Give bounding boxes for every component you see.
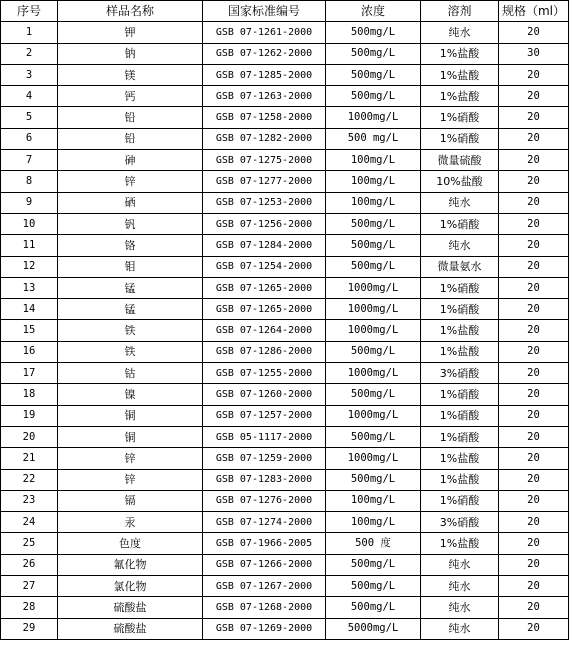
cell-standard-no: GSB 07-1265-2000 bbox=[203, 299, 326, 320]
cell-concentration: 500mg/L bbox=[326, 576, 421, 597]
cell-serial-no: 9 bbox=[1, 192, 58, 213]
cell-serial-no: 11 bbox=[1, 235, 58, 256]
cell-spec: 20 bbox=[499, 597, 569, 618]
cell-solvent: 3%硝酸 bbox=[421, 512, 499, 533]
table-row bbox=[1, 448, 569, 469]
cell-solvent: 3%硝酸 bbox=[421, 363, 499, 384]
cell-solvent: 微量氨水 bbox=[421, 256, 499, 277]
table-row bbox=[1, 277, 569, 298]
cell-standard-no: GSB 07-1268-2000 bbox=[203, 597, 326, 618]
cell-standard-no: GSB 07-1285-2000 bbox=[203, 64, 326, 85]
cell-spec: 20 bbox=[499, 405, 569, 426]
cell-standard-no: GSB 07-1261-2000 bbox=[203, 22, 326, 43]
cell-serial-no: 20 bbox=[1, 426, 58, 447]
cell-standard-no: GSB 07-1264-2000 bbox=[203, 320, 326, 341]
cell-solvent: 1%硝酸 bbox=[421, 213, 499, 234]
cell-sample-name: 氯化物 bbox=[58, 576, 203, 597]
cell-concentration: 100mg/L bbox=[326, 150, 421, 171]
table-row bbox=[1, 512, 569, 533]
cell-sample-name: 砷 bbox=[58, 150, 203, 171]
cell-serial-no: 25 bbox=[1, 533, 58, 554]
cell-solvent: 1%盐酸 bbox=[421, 533, 499, 554]
cell-spec: 20 bbox=[499, 192, 569, 213]
table-row bbox=[1, 256, 569, 277]
cell-standard-no: GSB 07-1260-2000 bbox=[203, 384, 326, 405]
cell-spec: 20 bbox=[499, 363, 569, 384]
cell-serial-no: 17 bbox=[1, 363, 58, 384]
cell-concentration: 5000mg/L bbox=[326, 618, 421, 639]
table-row bbox=[1, 533, 569, 554]
header-national-standard-no: 国家标准编号 bbox=[203, 1, 326, 22]
cell-spec: 20 bbox=[499, 107, 569, 128]
cell-standard-no: GSB 07-1258-2000 bbox=[203, 107, 326, 128]
table-row bbox=[1, 192, 569, 213]
cell-solvent: 1%盐酸 bbox=[421, 469, 499, 490]
cell-spec: 20 bbox=[499, 128, 569, 149]
cell-concentration: 1000mg/L bbox=[326, 107, 421, 128]
table-row bbox=[1, 320, 569, 341]
cell-standard-no: GSB 07-1266-2000 bbox=[203, 554, 326, 575]
cell-serial-no: 27 bbox=[1, 576, 58, 597]
cell-serial-no: 15 bbox=[1, 320, 58, 341]
cell-sample-name: 铜 bbox=[58, 405, 203, 426]
header-serial-no: 序号 bbox=[1, 1, 58, 22]
cell-concentration: 1000mg/L bbox=[326, 277, 421, 298]
cell-standard-no: GSB 07-1274-2000 bbox=[203, 512, 326, 533]
cell-spec: 20 bbox=[499, 22, 569, 43]
cell-standard-no: GSB 07-1275-2000 bbox=[203, 150, 326, 171]
cell-standard-no: GSB 07-1259-2000 bbox=[203, 448, 326, 469]
cell-sample-name: 铅 bbox=[58, 128, 203, 149]
cell-solvent: 1%硝酸 bbox=[421, 299, 499, 320]
cell-spec: 20 bbox=[499, 277, 569, 298]
cell-solvent: 1%盐酸 bbox=[421, 86, 499, 107]
cell-solvent: 1%盐酸 bbox=[421, 341, 499, 362]
cell-concentration: 500mg/L bbox=[326, 426, 421, 447]
cell-concentration: 500mg/L bbox=[326, 256, 421, 277]
cell-concentration: 1000mg/L bbox=[326, 320, 421, 341]
cell-sample-name: 锰 bbox=[58, 299, 203, 320]
cell-concentration: 1000mg/L bbox=[326, 363, 421, 384]
table-row bbox=[1, 150, 569, 171]
cell-serial-no: 5 bbox=[1, 107, 58, 128]
cell-standard-no: GSB 07-1256-2000 bbox=[203, 213, 326, 234]
cell-concentration: 500mg/L bbox=[326, 213, 421, 234]
cell-spec: 20 bbox=[499, 448, 569, 469]
cell-serial-no: 7 bbox=[1, 150, 58, 171]
table-row bbox=[1, 64, 569, 85]
cell-sample-name: 铁 bbox=[58, 341, 203, 362]
cell-concentration: 500mg/L bbox=[326, 22, 421, 43]
cell-sample-name: 锰 bbox=[58, 277, 203, 298]
cell-sample-name: 锌 bbox=[58, 469, 203, 490]
cell-spec: 20 bbox=[499, 171, 569, 192]
table-row bbox=[1, 426, 569, 447]
cell-solvent: 微量硫酸 bbox=[421, 150, 499, 171]
cell-serial-no: 24 bbox=[1, 512, 58, 533]
cell-spec: 20 bbox=[499, 256, 569, 277]
cell-solvent: 1%盐酸 bbox=[421, 448, 499, 469]
table-row bbox=[1, 384, 569, 405]
cell-serial-no: 14 bbox=[1, 299, 58, 320]
cell-spec: 20 bbox=[499, 533, 569, 554]
cell-serial-no: 16 bbox=[1, 341, 58, 362]
header-concentration: 浓度 bbox=[326, 1, 421, 22]
cell-sample-name: 汞 bbox=[58, 512, 203, 533]
cell-solvent: 纯水 bbox=[421, 192, 499, 213]
header-solvent: 溶剂 bbox=[421, 1, 499, 22]
cell-solvent: 1%硝酸 bbox=[421, 107, 499, 128]
cell-concentration: 500mg/L bbox=[326, 235, 421, 256]
cell-solvent: 1%盐酸 bbox=[421, 320, 499, 341]
cell-sample-name: 锌 bbox=[58, 171, 203, 192]
cell-serial-no: 19 bbox=[1, 405, 58, 426]
cell-spec: 20 bbox=[499, 235, 569, 256]
cell-serial-no: 2 bbox=[1, 43, 58, 64]
cell-spec: 20 bbox=[499, 213, 569, 234]
cell-solvent: 纯水 bbox=[421, 618, 499, 639]
cell-concentration: 500mg/L bbox=[326, 64, 421, 85]
cell-serial-no: 13 bbox=[1, 277, 58, 298]
cell-sample-name: 钠 bbox=[58, 43, 203, 64]
cell-spec: 20 bbox=[499, 512, 569, 533]
cell-serial-no: 1 bbox=[1, 22, 58, 43]
cell-solvent: 10%盐酸 bbox=[421, 171, 499, 192]
cell-sample-name: 钾 bbox=[58, 22, 203, 43]
cell-spec: 20 bbox=[499, 554, 569, 575]
header-sample-name: 样品名称 bbox=[58, 1, 203, 22]
header-row bbox=[1, 1, 569, 22]
cell-spec: 20 bbox=[499, 86, 569, 107]
cell-serial-no: 6 bbox=[1, 128, 58, 149]
cell-solvent: 纯水 bbox=[421, 235, 499, 256]
cell-spec: 20 bbox=[499, 384, 569, 405]
cell-standard-no: GSB 07-1282-2000 bbox=[203, 128, 326, 149]
cell-standard-no: GSB 07-1267-2000 bbox=[203, 576, 326, 597]
table-row bbox=[1, 597, 569, 618]
cell-concentration: 500mg/L bbox=[326, 554, 421, 575]
cell-concentration: 500mg/L bbox=[326, 384, 421, 405]
table-row bbox=[1, 618, 569, 639]
cell-solvent: 纯水 bbox=[421, 554, 499, 575]
cell-concentration: 500mg/L bbox=[326, 86, 421, 107]
cell-solvent: 1%硝酸 bbox=[421, 128, 499, 149]
cell-sample-name: 色度 bbox=[58, 533, 203, 554]
cell-spec: 20 bbox=[499, 320, 569, 341]
cell-sample-name: 硫酸盐 bbox=[58, 597, 203, 618]
cell-sample-name: 氟化物 bbox=[58, 554, 203, 575]
cell-standard-no: GSB 07-1284-2000 bbox=[203, 235, 326, 256]
cell-serial-no: 28 bbox=[1, 597, 58, 618]
cell-spec: 20 bbox=[499, 150, 569, 171]
cell-standard-no: GSB 07-1966-2005 bbox=[203, 533, 326, 554]
cell-standard-no: GSB 07-1255-2000 bbox=[203, 363, 326, 384]
cell-spec: 20 bbox=[499, 426, 569, 447]
table-row bbox=[1, 405, 569, 426]
cell-concentration: 1000mg/L bbox=[326, 405, 421, 426]
table-row bbox=[1, 22, 569, 43]
cell-standard-no: GSB 07-1277-2000 bbox=[203, 171, 326, 192]
cell-sample-name: 镉 bbox=[58, 490, 203, 511]
cell-solvent: 1%硝酸 bbox=[421, 405, 499, 426]
cell-spec: 20 bbox=[499, 299, 569, 320]
cell-serial-no: 21 bbox=[1, 448, 58, 469]
cell-spec: 20 bbox=[499, 618, 569, 639]
table-row bbox=[1, 363, 569, 384]
table-row bbox=[1, 554, 569, 575]
cell-serial-no: 22 bbox=[1, 469, 58, 490]
cell-standard-no: GSB 05-1117-2000 bbox=[203, 426, 326, 447]
cell-spec: 20 bbox=[499, 341, 569, 362]
cell-sample-name: 铅 bbox=[58, 107, 203, 128]
cell-sample-name: 钙 bbox=[58, 86, 203, 107]
cell-spec: 20 bbox=[499, 576, 569, 597]
table-row bbox=[1, 128, 569, 149]
cell-concentration: 500mg/L bbox=[326, 43, 421, 64]
cell-solvent: 1%硝酸 bbox=[421, 384, 499, 405]
table-row bbox=[1, 107, 569, 128]
cell-sample-name: 钼 bbox=[58, 256, 203, 277]
cell-concentration: 500 mg/L bbox=[326, 128, 421, 149]
cell-sample-name: 镍 bbox=[58, 384, 203, 405]
table-row bbox=[1, 469, 569, 490]
cell-concentration: 500mg/L bbox=[326, 469, 421, 490]
cell-spec: 20 bbox=[499, 490, 569, 511]
cell-spec: 30 bbox=[499, 43, 569, 64]
cell-serial-no: 3 bbox=[1, 64, 58, 85]
cell-serial-no: 8 bbox=[1, 171, 58, 192]
cell-sample-name: 钴 bbox=[58, 363, 203, 384]
cell-standard-no: GSB 07-1286-2000 bbox=[203, 341, 326, 362]
cell-sample-name: 铬 bbox=[58, 235, 203, 256]
cell-standard-no: GSB 07-1263-2000 bbox=[203, 86, 326, 107]
cell-concentration: 500mg/L bbox=[326, 597, 421, 618]
cell-standard-no: GSB 07-1269-2000 bbox=[203, 618, 326, 639]
cell-standard-no: GSB 07-1262-2000 bbox=[203, 43, 326, 64]
table-row bbox=[1, 576, 569, 597]
cell-standard-no: GSB 07-1257-2000 bbox=[203, 405, 326, 426]
cell-concentration: 100mg/L bbox=[326, 171, 421, 192]
cell-serial-no: 10 bbox=[1, 213, 58, 234]
cell-standard-no: GSB 07-1265-2000 bbox=[203, 277, 326, 298]
table-row bbox=[1, 213, 569, 234]
cell-solvent: 1%硝酸 bbox=[421, 490, 499, 511]
cell-sample-name: 硒 bbox=[58, 192, 203, 213]
cell-solvent: 1%硝酸 bbox=[421, 426, 499, 447]
cell-sample-name: 锌 bbox=[58, 448, 203, 469]
cell-concentration: 100mg/L bbox=[326, 192, 421, 213]
header-spec: 规格（ml） bbox=[499, 1, 569, 22]
cell-sample-name: 硫酸盐 bbox=[58, 618, 203, 639]
table-row bbox=[1, 43, 569, 64]
cell-serial-no: 18 bbox=[1, 384, 58, 405]
table-body bbox=[1, 22, 569, 640]
cell-solvent: 纯水 bbox=[421, 22, 499, 43]
cell-spec: 20 bbox=[499, 469, 569, 490]
cell-solvent: 1%盐酸 bbox=[421, 43, 499, 64]
cell-sample-name: 铜 bbox=[58, 426, 203, 447]
cell-standard-no: GSB 07-1276-2000 bbox=[203, 490, 326, 511]
cell-serial-no: 23 bbox=[1, 490, 58, 511]
cell-sample-name: 镁 bbox=[58, 64, 203, 85]
cell-concentration: 500 度 bbox=[326, 533, 421, 554]
cell-standard-no: GSB 07-1283-2000 bbox=[203, 469, 326, 490]
table-row bbox=[1, 490, 569, 511]
cell-spec: 20 bbox=[499, 64, 569, 85]
cell-serial-no: 29 bbox=[1, 618, 58, 639]
table-row bbox=[1, 86, 569, 107]
cell-concentration: 500mg/L bbox=[326, 341, 421, 362]
cell-solvent: 纯水 bbox=[421, 576, 499, 597]
cell-solvent: 1%硝酸 bbox=[421, 277, 499, 298]
cell-concentration: 100mg/L bbox=[326, 512, 421, 533]
table-row bbox=[1, 235, 569, 256]
cell-standard-no: GSB 07-1254-2000 bbox=[203, 256, 326, 277]
table-row bbox=[1, 171, 569, 192]
cell-concentration: 1000mg/L bbox=[326, 299, 421, 320]
table-row bbox=[1, 341, 569, 362]
cell-standard-no: GSB 07-1253-2000 bbox=[203, 192, 326, 213]
cell-solvent: 纯水 bbox=[421, 597, 499, 618]
cell-serial-no: 4 bbox=[1, 86, 58, 107]
cell-solvent: 1%盐酸 bbox=[421, 64, 499, 85]
cell-concentration: 100mg/L bbox=[326, 490, 421, 511]
cell-serial-no: 26 bbox=[1, 554, 58, 575]
table-row bbox=[1, 299, 569, 320]
cell-concentration: 1000mg/L bbox=[326, 448, 421, 469]
cell-sample-name: 钒 bbox=[58, 213, 203, 234]
cell-sample-name: 铁 bbox=[58, 320, 203, 341]
cell-serial-no: 12 bbox=[1, 256, 58, 277]
